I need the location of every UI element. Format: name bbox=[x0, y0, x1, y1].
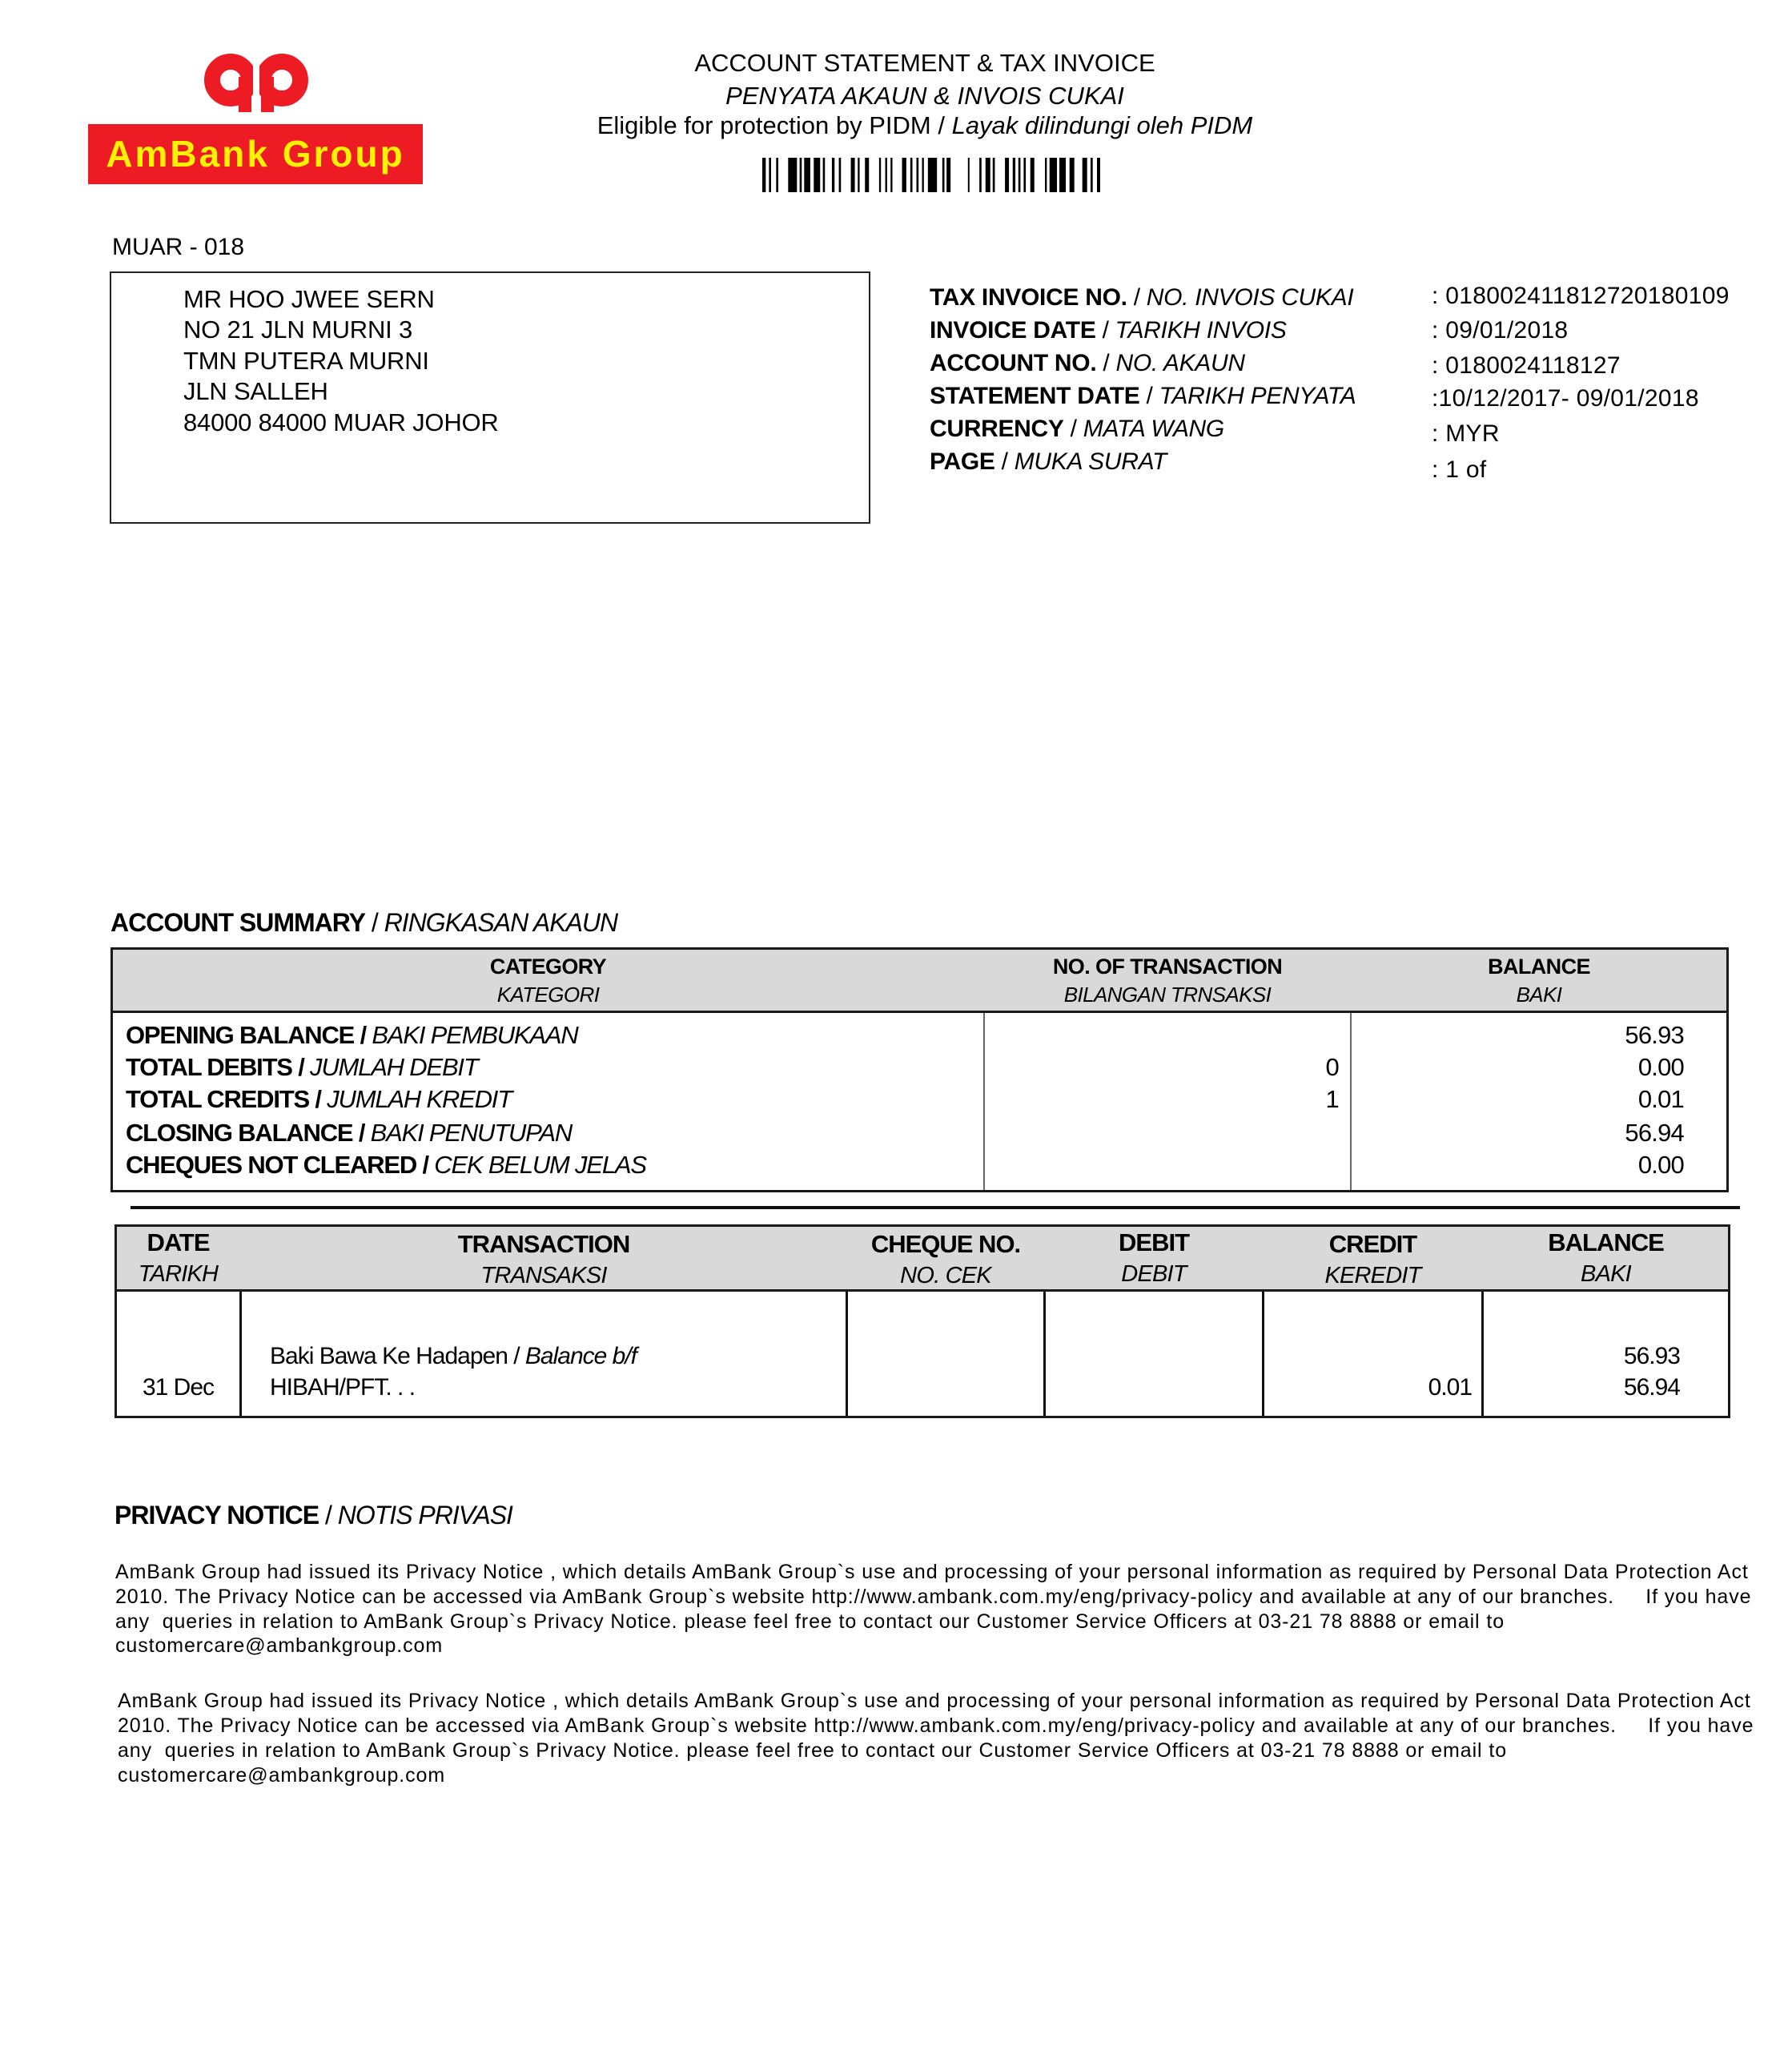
barcode-bar bbox=[776, 158, 778, 192]
barcode-bar bbox=[762, 158, 765, 192]
privacy-text-line: any queries in relation to AmBank Group`s Privacy Notice. please feel free to contact our Customer Service Officers at 03-21 78 8888 or email to bbox=[115, 1610, 1505, 1633]
column-header-cheque-no-ms: NO. CEK bbox=[900, 1263, 991, 1288]
column-header-transaction-ms: TRANSAKSI bbox=[480, 1263, 607, 1288]
ambank-logo-icon bbox=[200, 53, 312, 112]
barcode bbox=[762, 158, 1100, 192]
heading-ms: RINGKASAN AKAUN bbox=[384, 908, 618, 937]
barcode-bar bbox=[922, 158, 924, 192]
column-header-category: CATEGORY bbox=[489, 955, 607, 979]
barcode-bar bbox=[1050, 158, 1057, 192]
column-divider bbox=[846, 1292, 848, 1416]
column-header-balance-ms: BAKI bbox=[1581, 1261, 1631, 1287]
separator: / bbox=[422, 1151, 428, 1179]
separator: / bbox=[298, 1053, 304, 1081]
column-divider bbox=[1350, 1013, 1352, 1190]
info-label-page bbox=[930, 450, 1167, 474]
separator: / bbox=[1103, 350, 1110, 376]
info-label-statement-date bbox=[930, 384, 1356, 408]
summary-balance: 0.00 bbox=[1637, 1053, 1684, 1081]
separator: / bbox=[371, 908, 378, 937]
barcode-bar bbox=[1070, 158, 1075, 192]
column-header-cheque-no: CHEQUE NO. bbox=[870, 1230, 1021, 1258]
summary-row-label bbox=[126, 1087, 512, 1111]
barcode-bar bbox=[788, 158, 797, 192]
barcode-bar bbox=[823, 158, 826, 192]
barcode-bar bbox=[986, 158, 990, 192]
privacy-text-line: 2010. The Privacy Notice can be accessed via AmBank Group`s website http://www.ambank.com.my/eng/privacy-policy and available at any of our branches. If you have bbox=[118, 1714, 1754, 1737]
invoice-date-value: : 09/01/2018 bbox=[1432, 317, 1569, 344]
transaction-balance: 56.93 bbox=[1623, 1343, 1680, 1369]
account-no-value: : 0180024118127 bbox=[1432, 352, 1621, 379]
barcode-bar bbox=[1059, 158, 1066, 192]
summary-balance: 56.94 bbox=[1625, 1119, 1684, 1147]
summary-row-label bbox=[126, 1120, 572, 1145]
summary-count: 0 bbox=[1325, 1053, 1339, 1081]
barcode-bar bbox=[902, 158, 906, 192]
barcode-bar bbox=[814, 158, 820, 192]
barcode-bar bbox=[832, 158, 834, 192]
privacy-text-line: 2010. The Privacy Notice can be accessed via AmBank Group`s website http://www.ambank.com.my/eng/privacy-policy and available at any of our branches. If you have bbox=[115, 1586, 1752, 1608]
separator: / bbox=[1102, 317, 1109, 344]
statement-date-value: :10/12/2017- 09/01/2018 bbox=[1432, 385, 1699, 412]
barcode-bar bbox=[1005, 158, 1009, 192]
info-label-currency bbox=[930, 417, 1224, 441]
heading-en: ACCOUNT SUMMARY bbox=[110, 908, 366, 937]
barcode-bar bbox=[942, 158, 945, 192]
document-title-ms: PENYATA AKAUN & INVOIS CUKAI bbox=[725, 82, 1124, 110]
summary-balance: 56.93 bbox=[1625, 1021, 1684, 1049]
barcode-bar bbox=[979, 158, 982, 192]
barcode-bar bbox=[890, 158, 892, 192]
summary-balance: 0.00 bbox=[1637, 1151, 1684, 1179]
label-en: CHEQUES NOT CLEARED bbox=[126, 1151, 417, 1179]
barcode-bar bbox=[865, 158, 869, 192]
privacy-text-line: AmBank Group had issued its Privacy Notice , which details AmBank Group`s use and processing of your personal information as required by Personal Data Protection Act bbox=[118, 1690, 1751, 1712]
privacy-text-line: AmBank Group had issued its Privacy Notice , which details AmBank Group`s use and processing of your personal information as required by Personal Data Protection Act bbox=[115, 1561, 1749, 1583]
barcode-bar bbox=[804, 158, 810, 192]
barcode-bar bbox=[1097, 158, 1100, 192]
column-header-debit: DEBIT bbox=[1119, 1228, 1189, 1256]
column-header-credit-ms: KEREDIT bbox=[1324, 1263, 1421, 1288]
privacy-text-line: any queries in relation to AmBank Group`s Privacy Notice. please feel free to contact our Customer Service Officers at 03-21 78 8888 or email to bbox=[118, 1739, 1507, 1762]
label-ms: BAKI PEMBUKAAN bbox=[372, 1021, 578, 1049]
pidm-notice-ms: Layak dilindungi oleh PIDM bbox=[951, 111, 1253, 139]
separator: / bbox=[1070, 416, 1077, 442]
label-en: INVOICE DATE bbox=[930, 317, 1096, 344]
address-line: TMN PUTERA MURNI bbox=[183, 347, 429, 375]
summary-count: 1 bbox=[1325, 1085, 1339, 1113]
transaction-date: 31 Dec bbox=[142, 1374, 215, 1401]
barcode-bar bbox=[886, 158, 887, 192]
column-header-date: DATE bbox=[147, 1228, 210, 1256]
barcode-bar bbox=[879, 158, 881, 192]
label-ms: JUMLAH KREDIT bbox=[327, 1085, 512, 1113]
pidm-notice bbox=[561, 113, 1289, 138]
document-title: ACCOUNT STATEMENT & TAX INVOICE bbox=[694, 49, 1155, 77]
info-label-account-no bbox=[930, 352, 1245, 376]
label-ms: NO. INVOIS CUKAI bbox=[1146, 284, 1354, 311]
section-divider bbox=[131, 1206, 1740, 1209]
transaction-credit: 0.01 bbox=[1428, 1374, 1472, 1401]
barcode-bar bbox=[1091, 158, 1093, 192]
column-header-transaction: TRANSACTION bbox=[457, 1230, 630, 1258]
barcode-bar bbox=[1045, 158, 1047, 192]
label-ms: CEK BELUM JELAS bbox=[434, 1151, 646, 1179]
label-en: TOTAL DEBITS bbox=[126, 1053, 292, 1081]
label-en: TOTAL CREDITS bbox=[126, 1085, 309, 1113]
currency-value: : MYR bbox=[1432, 420, 1500, 447]
pidm-notice-en: Eligible for protection by PIDM bbox=[597, 111, 931, 139]
barcode-bar bbox=[968, 158, 970, 192]
barcode-bar bbox=[993, 158, 995, 192]
info-label-invoice-date bbox=[930, 319, 1287, 343]
address-line: JLN SALLEH bbox=[183, 377, 328, 405]
column-divider bbox=[1481, 1292, 1484, 1416]
separator: / bbox=[315, 1085, 321, 1113]
address-line: 84000 84000 MUAR JOHOR bbox=[183, 408, 499, 436]
barcode-bar bbox=[851, 158, 855, 192]
label-en: STATEMENT DATE bbox=[930, 383, 1140, 409]
label-ms: JUMLAH DEBIT bbox=[310, 1053, 478, 1081]
label-en: TAX INVOICE NO. bbox=[930, 284, 1127, 311]
label-ms: MUKA SURAT bbox=[1014, 448, 1167, 475]
column-header-balance: BALANCE bbox=[1488, 955, 1590, 979]
description-ms: Baki Bawa Ke Hadapen bbox=[270, 1343, 508, 1369]
transaction-description bbox=[270, 1345, 637, 1369]
column-header-category-ms: KATEGORI bbox=[496, 983, 600, 1007]
barcode-bar bbox=[769, 158, 771, 192]
separator: / bbox=[360, 1021, 366, 1049]
description-en: Balance b/f bbox=[524, 1343, 637, 1369]
barcode-bar bbox=[928, 158, 937, 192]
column-header-credit: CREDIT bbox=[1328, 1230, 1417, 1258]
column-header-date-ms: TARIKH bbox=[138, 1261, 219, 1287]
label-ms: NO. AKAUN bbox=[1115, 350, 1245, 376]
separator: / bbox=[513, 1343, 520, 1369]
address-line: MR HOO JWEE SERN bbox=[183, 285, 435, 313]
privacy-text-line: customercare@ambankgroup.com bbox=[115, 1634, 444, 1657]
label-ms: TARIKH INVOIS bbox=[1115, 317, 1287, 344]
barcode-bar bbox=[1031, 158, 1035, 192]
account-summary-heading bbox=[110, 910, 617, 935]
ambank-logo bbox=[88, 124, 423, 184]
separator: / bbox=[1146, 383, 1153, 409]
branch-code: MUAR - 018 bbox=[112, 234, 245, 260]
column-header-no-of-transaction: NO. OF TRANSACTION bbox=[1052, 955, 1283, 979]
address-line: NO 21 JLN MURNI 3 bbox=[183, 316, 412, 344]
transaction-balance: 56.94 bbox=[1623, 1374, 1680, 1401]
separator: / bbox=[358, 1119, 365, 1147]
column-divider bbox=[983, 1013, 985, 1190]
label-en: ACCOUNT NO. bbox=[930, 350, 1097, 376]
barcode-bar bbox=[917, 158, 919, 192]
separator: / bbox=[1001, 448, 1008, 475]
barcode-bar bbox=[858, 158, 859, 192]
label-ms: TARIKH PENYATA bbox=[1159, 383, 1356, 409]
privacy-text-line: customercare@ambankgroup.com bbox=[118, 1764, 446, 1787]
barcode-bar bbox=[946, 158, 950, 192]
heading-en: PRIVACY NOTICE bbox=[115, 1501, 319, 1529]
barcode-bar bbox=[910, 158, 913, 192]
page-value: : 1 of bbox=[1432, 456, 1487, 483]
barcode-bar bbox=[1013, 158, 1015, 192]
label-en: OPENING BALANCE bbox=[126, 1021, 355, 1049]
separator: / bbox=[1133, 284, 1140, 311]
summary-row-label bbox=[126, 1152, 646, 1177]
label-en: CURRENCY bbox=[930, 416, 1064, 442]
column-header-balance: BALANCE bbox=[1548, 1228, 1664, 1256]
transaction-description: HIBAH/PFT. . . bbox=[270, 1374, 416, 1401]
separator: / bbox=[938, 111, 945, 139]
label-ms: MATA WANG bbox=[1083, 416, 1224, 442]
separator: / bbox=[324, 1501, 331, 1529]
barcode-bar bbox=[1019, 158, 1021, 192]
heading-ms: NOTIS PRIVASI bbox=[337, 1501, 512, 1529]
label-ms: BAKI PENUTUPAN bbox=[370, 1119, 573, 1147]
logo-text: AmBank Group bbox=[106, 133, 405, 175]
column-header-no-of-transaction-ms: BILANGAN TRNSAKSI bbox=[1063, 983, 1272, 1007]
summary-row-label bbox=[126, 1023, 578, 1047]
column-header-balance-ms: BAKI bbox=[1516, 983, 1562, 1007]
privacy-notice-heading bbox=[115, 1502, 512, 1528]
label-en: PAGE bbox=[930, 448, 995, 475]
barcode-bar bbox=[839, 158, 842, 192]
tax-invoice-no-value: : 018002411812720180109 bbox=[1432, 283, 1730, 309]
barcode-bar bbox=[1023, 158, 1026, 192]
label-en: CLOSING BALANCE bbox=[126, 1119, 353, 1147]
summary-row-label bbox=[126, 1055, 478, 1079]
info-label-tax-invoice-no bbox=[930, 286, 1353, 310]
summary-balance: 0.01 bbox=[1637, 1085, 1684, 1113]
column-divider bbox=[239, 1292, 242, 1416]
column-divider bbox=[1043, 1292, 1046, 1416]
barcode-bar bbox=[1083, 158, 1087, 192]
column-header-debit-ms: DEBIT bbox=[1121, 1261, 1187, 1287]
barcode-bar bbox=[800, 158, 802, 192]
column-divider bbox=[1262, 1292, 1264, 1416]
